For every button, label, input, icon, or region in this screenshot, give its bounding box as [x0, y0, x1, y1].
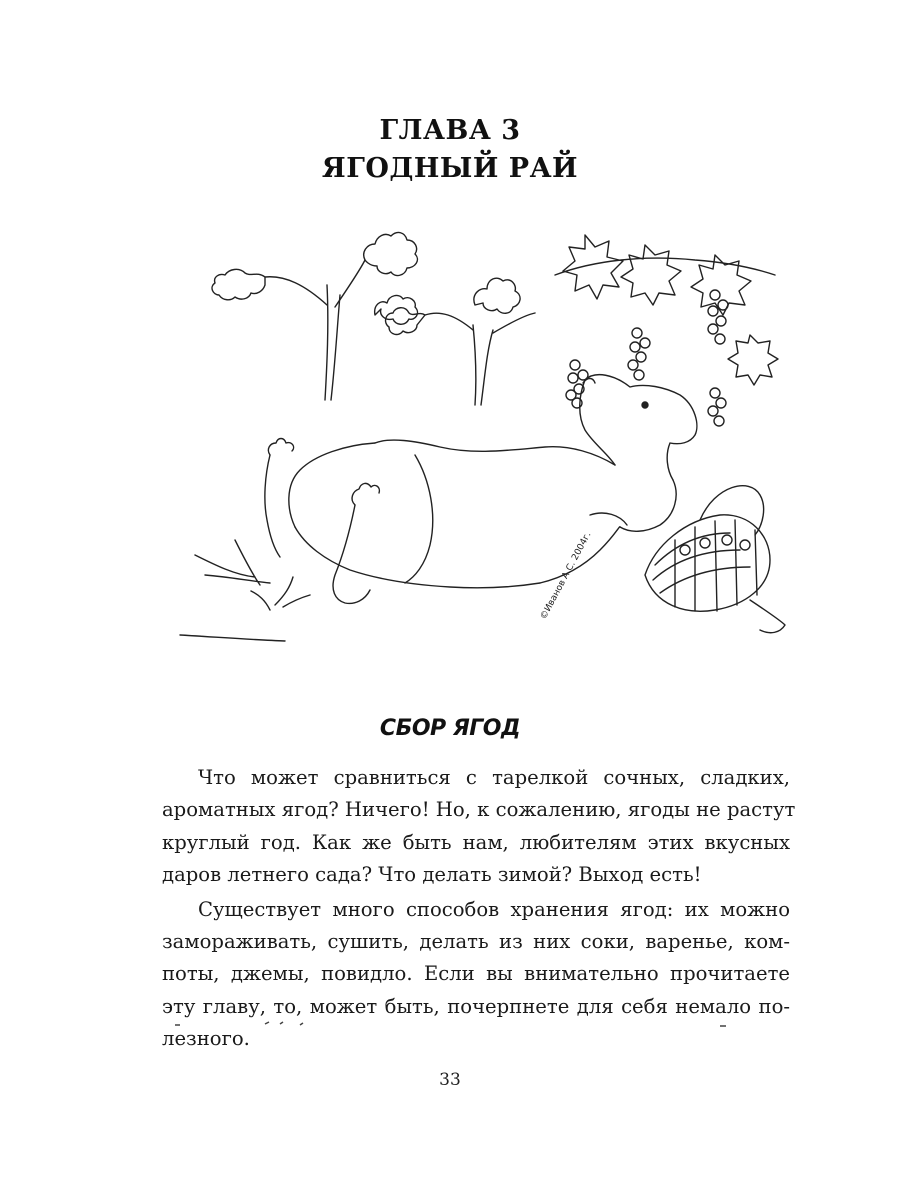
chapter-title	[0, 112, 900, 188]
bear	[265, 375, 697, 604]
berry-basket	[645, 486, 785, 633]
text-line: круглый год. Как же быть нам, любителям этих вкусных	[162, 830, 790, 854]
bear-eating-grapes-illustration	[175, 215, 795, 665]
text-line: поты, джемы, повидло. Если вы внимательно прочитаете	[162, 962, 790, 986]
text-line: ароматных ягод? Ничего! Но, к сожалению, ягоды не растут	[162, 798, 796, 822]
grass	[180, 540, 310, 641]
grape-cluster-left	[566, 360, 588, 408]
page-number: 33	[439, 1070, 461, 1090]
chapter-number: ГЛАВА 3	[379, 115, 521, 146]
artist-signature: ©Иванов А.С. 2004г.	[538, 530, 594, 622]
text-line: эту главу, то, может быть, почерпнете для себя немало по-	[162, 994, 790, 1018]
chapter-name: ЯГОДНЫЙ РАЙ	[321, 153, 579, 184]
text-line: даров летнего сада? Что делать зимой? Выход есть!	[162, 863, 702, 887]
section-heading: СБОР ЯГОД	[379, 716, 521, 741]
grape-vine	[555, 235, 778, 426]
grape-cluster-center	[628, 328, 650, 380]
text-line: Что может сравниться с тарелкой сочных, сладких,	[198, 766, 790, 789]
text-line: Существует много способов хранения ягод: их можно	[198, 897, 790, 921]
text-line: замораживать, сушить, делать из них соки, варенье, ком-	[162, 929, 790, 953]
cut-off-next-line-marks	[160, 1020, 800, 1032]
body-text	[162, 762, 796, 1056]
text-line: лезного.	[162, 1027, 250, 1051]
tree-middle	[375, 278, 535, 405]
paragraph	[162, 762, 796, 892]
